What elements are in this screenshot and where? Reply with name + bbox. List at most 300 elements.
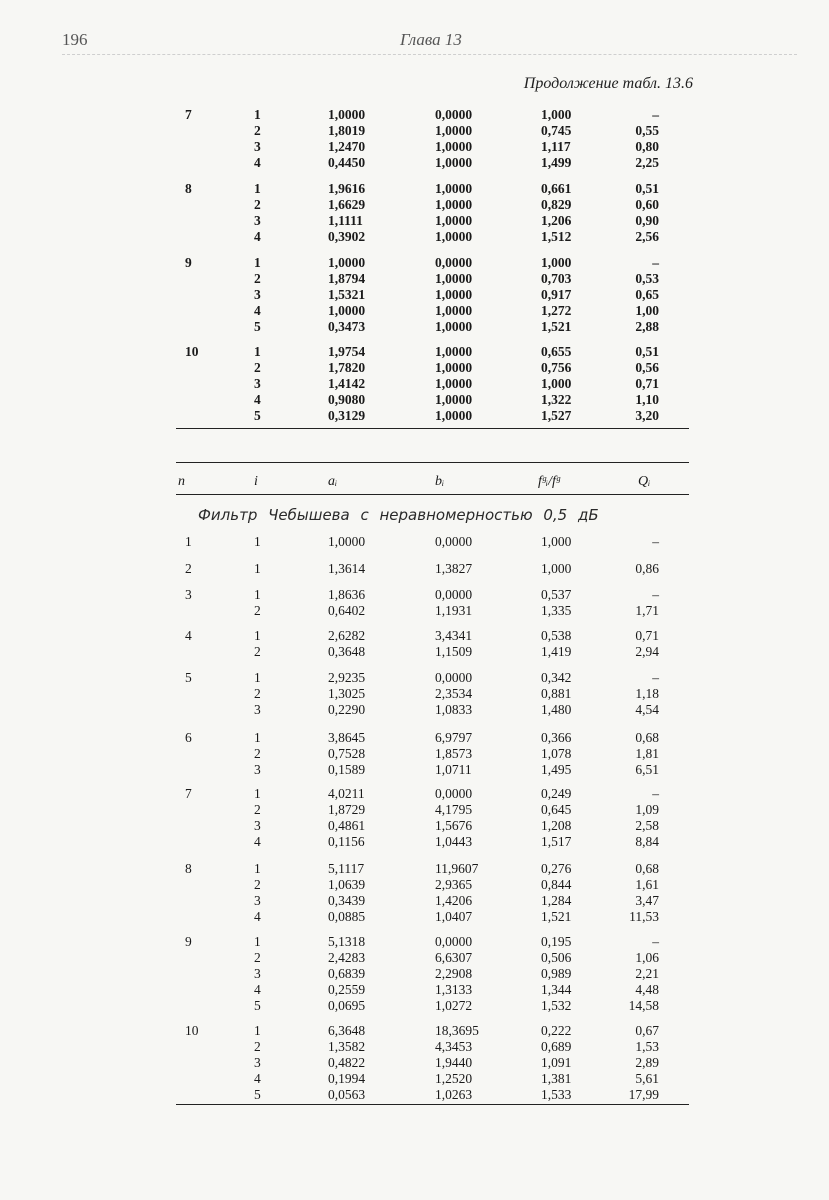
- cell-a: 1,8794: [328, 271, 366, 286]
- cell-q: –: [652, 534, 659, 549]
- cell-f: 1,000: [541, 255, 572, 270]
- cell-i: 1: [254, 587, 261, 602]
- page-header: [0, 26, 829, 56]
- cell-n: 4: [185, 628, 192, 643]
- cell-b: 1,0000: [435, 376, 473, 391]
- cell-f: 1,480: [541, 702, 572, 717]
- cell-a: 0,9080: [328, 392, 366, 407]
- cell-a: 4,0211: [328, 786, 365, 801]
- cell-b: 1,4206: [435, 893, 473, 908]
- cell-i: 1: [254, 670, 261, 685]
- table-row: [0, 686, 829, 702]
- cell-q: 1,09: [635, 802, 659, 817]
- cell-f: 0,655: [541, 344, 572, 359]
- cell-f: 0,844: [541, 877, 572, 892]
- cell-q: 0,71: [635, 628, 659, 643]
- cell-a: 1,0000: [328, 534, 366, 549]
- cell-f: 0,745: [541, 123, 572, 138]
- cell-q: 2,94: [635, 644, 659, 659]
- cell-i: 4: [254, 155, 261, 170]
- table-row: [0, 893, 829, 909]
- cell-q: –: [652, 587, 659, 602]
- cell-b: 1,2520: [435, 1071, 473, 1086]
- cell-a: 1,0000: [328, 255, 366, 270]
- cell-q: 1,71: [635, 603, 659, 618]
- cell-b: 1,0000: [435, 319, 473, 334]
- cell-b: 1,0000: [435, 139, 473, 154]
- cell-i: 5: [254, 1087, 261, 1102]
- table-row: [0, 786, 829, 802]
- cell-i: 4: [254, 1071, 261, 1086]
- cell-a: 5,1318: [328, 934, 366, 949]
- table-row: [0, 287, 829, 303]
- cell-b: 1,0272: [435, 998, 473, 1013]
- table-row: [0, 360, 829, 376]
- cell-b: 1,0000: [435, 408, 473, 423]
- cell-q: 2,58: [635, 818, 659, 833]
- cell-f: 1,078: [541, 746, 572, 761]
- cell-f: 0,703: [541, 271, 572, 286]
- table-row: [0, 534, 829, 550]
- cell-a: 0,2290: [328, 702, 366, 717]
- table-row: [0, 877, 829, 893]
- cell-q: 4,54: [635, 702, 659, 717]
- cell-f: 1,117: [541, 139, 571, 154]
- table-row: [0, 139, 829, 155]
- cell-a: 3,8645: [328, 730, 366, 745]
- cell-q: 3,20: [635, 408, 659, 423]
- table-caption: Продолжение табл. 13.6: [523, 75, 693, 92]
- cell-a: 1,0000: [328, 303, 366, 318]
- cell-f: 1,532: [541, 998, 572, 1013]
- cell-i: 3: [254, 376, 261, 391]
- cell-q: 1,18: [635, 686, 659, 701]
- cell-a: 0,3473: [328, 319, 366, 334]
- cell-i: 1: [254, 255, 261, 270]
- table-row: [0, 561, 829, 577]
- cell-i: 3: [254, 966, 261, 981]
- cell-q: 0,80: [635, 139, 659, 154]
- cell-f: 0,222: [541, 1023, 572, 1038]
- cell-f: 0,537: [541, 587, 572, 602]
- table-row: [0, 934, 829, 950]
- cell-q: 2,21: [635, 966, 659, 981]
- cell-a: 1,1111: [328, 213, 363, 228]
- cell-f: 1,091: [541, 1055, 572, 1070]
- cell-f: 1,521: [541, 909, 572, 924]
- cell-f: 0,917: [541, 287, 572, 302]
- table-row: [0, 628, 829, 644]
- cell-n: 6: [185, 730, 192, 745]
- table-row: [0, 644, 829, 660]
- cell-i: 2: [254, 197, 261, 212]
- cell-i: 1: [254, 861, 261, 876]
- cell-b: 0,0000: [435, 587, 473, 602]
- cell-f: 0,829: [541, 197, 572, 212]
- cell-i: 2: [254, 1039, 261, 1054]
- col-header-f: fᵍᵢ/fᵍ: [538, 474, 560, 489]
- cell-i: 1: [254, 628, 261, 643]
- cell-b: 1,0000: [435, 155, 473, 170]
- cell-a: 1,7820: [328, 360, 366, 375]
- cell-a: 2,6282: [328, 628, 366, 643]
- table-row: [0, 1023, 829, 1039]
- cell-i: 2: [254, 950, 261, 965]
- cell-i: 2: [254, 271, 261, 286]
- cell-a: 0,4861: [328, 818, 366, 833]
- cell-f: 1,000: [541, 376, 572, 391]
- table-row: [0, 155, 829, 171]
- table-row: [0, 909, 829, 925]
- cell-i: 3: [254, 213, 261, 228]
- cell-f: 0,276: [541, 861, 572, 876]
- cell-f: 0,538: [541, 628, 572, 643]
- cell-q: 0,51: [635, 181, 659, 196]
- cell-q: 1,00: [635, 303, 659, 318]
- header-bottom-rule: [176, 494, 689, 495]
- cell-a: 6,3648: [328, 1023, 366, 1038]
- cell-f: 1,272: [541, 303, 572, 318]
- cell-f: 1,208: [541, 818, 572, 833]
- table-row: [0, 271, 829, 287]
- cell-a: 0,4822: [328, 1055, 366, 1070]
- table-end-rule: [176, 1104, 689, 1105]
- cell-a: 0,1994: [328, 1071, 366, 1086]
- cell-f: 1,533: [541, 1087, 572, 1102]
- cell-f: 1,000: [541, 534, 572, 549]
- cell-b: 4,1795: [435, 802, 473, 817]
- cell-i: 2: [254, 746, 261, 761]
- cell-n: 9: [185, 934, 192, 949]
- cell-q: 0,55: [635, 123, 659, 138]
- table-row: [0, 834, 829, 850]
- cell-i: 4: [254, 392, 261, 407]
- cell-i: 1: [254, 934, 261, 949]
- cell-a: 1,3614: [328, 561, 366, 576]
- cell-i: 3: [254, 287, 261, 302]
- cell-i: 2: [254, 877, 261, 892]
- cell-q: 0,60: [635, 197, 659, 212]
- cell-a: 0,1156: [328, 834, 365, 849]
- cell-b: 1,1931: [435, 603, 473, 618]
- table-row: [0, 730, 829, 746]
- cell-b: 0,0000: [435, 534, 473, 549]
- col-header-i: i: [254, 474, 258, 489]
- table-row: [0, 670, 829, 686]
- cell-q: 5,61: [635, 1071, 659, 1086]
- cell-b: 1,0000: [435, 360, 473, 375]
- cell-b: 1,5676: [435, 818, 473, 833]
- cell-b: 0,0000: [435, 934, 473, 949]
- cell-b: 0,0000: [435, 255, 473, 270]
- table-row: [0, 1071, 829, 1087]
- cell-q: 14,58: [628, 998, 659, 1013]
- cell-a: 0,2559: [328, 982, 366, 997]
- table-row: [0, 746, 829, 762]
- cell-a: 1,4142: [328, 376, 366, 391]
- cell-f: 1,322: [541, 392, 572, 407]
- cell-f: 1,499: [541, 155, 572, 170]
- cell-q: 2,89: [635, 1055, 659, 1070]
- cell-q: 0,67: [635, 1023, 659, 1038]
- cell-f: 0,195: [541, 934, 572, 949]
- cell-f: 0,881: [541, 686, 572, 701]
- cell-b: 1,0000: [435, 271, 473, 286]
- cell-b: 1,0000: [435, 303, 473, 318]
- table-row: [0, 229, 829, 245]
- cell-b: 1,0000: [435, 287, 473, 302]
- cell-f: 0,989: [541, 966, 572, 981]
- cell-b: 1,0263: [435, 1087, 473, 1102]
- cell-q: 1,10: [635, 392, 659, 407]
- cell-a: 1,3582: [328, 1039, 366, 1054]
- cell-i: 3: [254, 818, 261, 833]
- cell-a: 1,9616: [328, 181, 366, 196]
- header-top-rule: [176, 462, 689, 463]
- cell-i: 1: [254, 534, 261, 549]
- col-header-q: Qᵢ: [638, 474, 651, 489]
- table-row: [0, 587, 829, 603]
- table-row: [0, 603, 829, 619]
- cell-a: 1,8019: [328, 123, 366, 138]
- cell-a: 5,1117: [328, 861, 365, 876]
- cell-b: 0,0000: [435, 786, 473, 801]
- cell-f: 1,284: [541, 893, 572, 908]
- cell-q: –: [652, 934, 659, 949]
- cell-f: 0,756: [541, 360, 572, 375]
- cell-a: 0,7528: [328, 746, 366, 761]
- cell-q: 4,48: [635, 982, 659, 997]
- cell-i: 3: [254, 139, 261, 154]
- cell-i: 2: [254, 603, 261, 618]
- cell-q: 2,25: [635, 155, 659, 170]
- cell-a: 0,4450: [328, 155, 366, 170]
- table-row: [0, 702, 829, 718]
- table-bottom-rule: [176, 428, 689, 429]
- cell-a: 0,3902: [328, 229, 366, 244]
- cell-i: 1: [254, 730, 261, 745]
- cell-i: 3: [254, 893, 261, 908]
- cell-i: 1: [254, 344, 261, 359]
- cell-b: 0,0000: [435, 670, 473, 685]
- cell-q: 0,86: [635, 561, 659, 576]
- cell-i: 2: [254, 644, 261, 659]
- cell-q: 0,68: [635, 730, 659, 745]
- cell-a: 1,9754: [328, 344, 366, 359]
- cell-b: 1,1509: [435, 644, 473, 659]
- table-row: [0, 1087, 829, 1103]
- cell-q: 3,47: [635, 893, 659, 908]
- col-header-b: bᵢ: [435, 474, 445, 489]
- cell-b: 1,0000: [435, 197, 473, 212]
- cell-b: 18,3695: [435, 1023, 479, 1038]
- cell-a: 2,4283: [328, 950, 366, 965]
- cell-q: 2,88: [635, 319, 659, 334]
- cell-b: 1,0833: [435, 702, 473, 717]
- cell-b: 2,3534: [435, 686, 473, 701]
- cell-n: 3: [185, 587, 192, 602]
- cell-a: 0,0885: [328, 909, 366, 924]
- cell-b: 2,2908: [435, 966, 473, 981]
- table-row: [0, 319, 829, 335]
- cell-q: 17,99: [628, 1087, 659, 1102]
- cell-q: 1,81: [635, 746, 659, 761]
- table-row: [0, 1039, 829, 1055]
- cell-b: 6,9797: [435, 730, 473, 745]
- cell-i: 1: [254, 107, 261, 122]
- cell-i: 4: [254, 834, 261, 849]
- cell-a: 0,6402: [328, 603, 366, 618]
- cell-n: 10: [185, 1023, 199, 1038]
- cell-i: 4: [254, 229, 261, 244]
- cell-f: 1,000: [541, 561, 572, 576]
- cell-f: 1,381: [541, 1071, 572, 1086]
- table-row: [0, 802, 829, 818]
- cell-a: 0,0695: [328, 998, 366, 1013]
- cell-b: 6,6307: [435, 950, 473, 965]
- cell-f: 1,419: [541, 644, 572, 659]
- table-row: [0, 1055, 829, 1071]
- cell-i: 5: [254, 408, 261, 423]
- cell-f: 1,495: [541, 762, 572, 777]
- cell-f: 1,517: [541, 834, 572, 849]
- cell-i: 2: [254, 123, 261, 138]
- cell-q: 0,71: [635, 376, 659, 391]
- cell-f: 1,000: [541, 107, 572, 122]
- header-rule: [62, 54, 797, 55]
- cell-q: 0,68: [635, 861, 659, 876]
- cell-i: 4: [254, 982, 261, 997]
- table-row: [0, 950, 829, 966]
- table-row: [0, 376, 829, 392]
- cell-a: 1,3025: [328, 686, 366, 701]
- cell-a: 0,0563: [328, 1087, 366, 1102]
- table-row: [0, 861, 829, 877]
- cell-b: 1,0000: [435, 344, 473, 359]
- table-row: [0, 197, 829, 213]
- cell-q: –: [652, 255, 659, 270]
- cell-i: 4: [254, 303, 261, 318]
- cell-b: 1,0407: [435, 909, 473, 924]
- cell-n: 7: [185, 107, 192, 122]
- cell-q: 1,53: [635, 1039, 659, 1054]
- cell-a: 0,6839: [328, 966, 366, 981]
- cell-a: 1,0639: [328, 877, 366, 892]
- table-row: [0, 181, 829, 197]
- table-row: [0, 303, 829, 319]
- cell-i: 3: [254, 762, 261, 777]
- cell-a: 0,3648: [328, 644, 366, 659]
- cell-f: 0,366: [541, 730, 572, 745]
- cell-f: 0,645: [541, 802, 572, 817]
- cell-n: 8: [185, 181, 192, 196]
- cell-a: 1,5321: [328, 287, 366, 302]
- cell-b: 3,4341: [435, 628, 473, 643]
- col-header-n: n: [178, 474, 185, 489]
- cell-f: 1,521: [541, 319, 572, 334]
- column-headers: [0, 474, 829, 492]
- cell-i: 4: [254, 909, 261, 924]
- cell-n: 1: [185, 534, 192, 549]
- cell-f: 0,689: [541, 1039, 572, 1054]
- cell-b: 1,9440: [435, 1055, 473, 1070]
- cell-f: 0,249: [541, 786, 572, 801]
- cell-q: 0,65: [635, 287, 659, 302]
- table-row: [0, 123, 829, 139]
- cell-i: 5: [254, 319, 261, 334]
- cell-i: 2: [254, 360, 261, 375]
- cell-i: 5: [254, 998, 261, 1013]
- page-number: 196: [62, 30, 88, 49]
- cell-b: 1,0443: [435, 834, 473, 849]
- cell-b: 4,3453: [435, 1039, 473, 1054]
- cell-b: 1,8573: [435, 746, 473, 761]
- cell-q: 8,84: [635, 834, 659, 849]
- table-row: [0, 762, 829, 778]
- table-row: [0, 818, 829, 834]
- cell-i: 1: [254, 1023, 261, 1038]
- cell-b: 1,0711: [435, 762, 472, 777]
- cell-n: 5: [185, 670, 192, 685]
- table-row: [0, 255, 829, 271]
- cell-q: 6,51: [635, 762, 659, 777]
- cell-a: 1,2470: [328, 139, 366, 154]
- cell-a: 1,8636: [328, 587, 366, 602]
- table-row: [0, 982, 829, 998]
- table-row: [0, 966, 829, 982]
- cell-b: 1,3133: [435, 982, 473, 997]
- cell-f: 1,335: [541, 603, 572, 618]
- cell-f: 0,661: [541, 181, 572, 196]
- cell-f: 1,512: [541, 229, 572, 244]
- table-row: [0, 392, 829, 408]
- cell-i: 3: [254, 1055, 261, 1070]
- cell-f: 1,344: [541, 982, 572, 997]
- cell-f: 0,342: [541, 670, 572, 685]
- cell-a: 1,0000: [328, 107, 366, 122]
- cell-n: 10: [185, 344, 199, 359]
- section-title: Фильтр Чебышева с неравномерностью 0,5 дБ: [198, 506, 599, 524]
- cell-q: –: [652, 107, 659, 122]
- cell-i: 1: [254, 181, 261, 196]
- table-row: [0, 998, 829, 1014]
- cell-q: 0,56: [635, 360, 659, 375]
- cell-b: 1,0000: [435, 229, 473, 244]
- cell-a: 0,3129: [328, 408, 366, 423]
- cell-f: 1,206: [541, 213, 572, 228]
- cell-a: 0,1589: [328, 762, 366, 777]
- cell-q: 1,06: [635, 950, 659, 965]
- cell-a: 1,8729: [328, 802, 366, 817]
- cell-q: –: [652, 670, 659, 685]
- cell-b: 1,0000: [435, 213, 473, 228]
- cell-b: 1,0000: [435, 123, 473, 138]
- cell-b: 1,0000: [435, 181, 473, 196]
- cell-q: –: [652, 786, 659, 801]
- cell-i: 1: [254, 786, 261, 801]
- cell-q: 11,53: [629, 909, 659, 924]
- cell-i: 2: [254, 802, 261, 817]
- table-row: [0, 408, 829, 424]
- cell-q: 1,61: [635, 877, 659, 892]
- cell-i: 2: [254, 686, 261, 701]
- cell-n: 7: [185, 786, 192, 801]
- cell-a: 0,3439: [328, 893, 366, 908]
- cell-b: 1,0000: [435, 392, 473, 407]
- chapter-title: Глава 13: [400, 30, 462, 49]
- cell-n: 2: [185, 561, 192, 576]
- cell-a: 1,6629: [328, 197, 366, 212]
